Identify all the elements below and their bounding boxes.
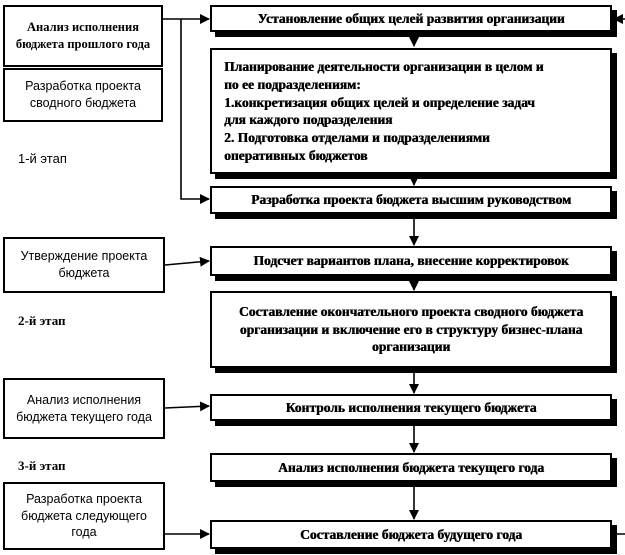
box-set-goals-label: Установление общих целей развития организации [257,10,565,26]
stage-1-label: 1-й этап [18,151,67,166]
arrow-feedback-loop [612,19,625,534]
box-management-draft-label: Разработка проекта бюджета высшим руководством [250,192,572,208]
box-budget-execution-analysis [210,453,612,482]
planning-line-4: для каждого подразделения [224,112,393,128]
box-next-year-budget-label: Составление бюджета будущего года [299,526,523,542]
box-planning [210,48,612,174]
box-final-draft [210,291,612,368]
box-set-goals [210,5,612,32]
box-management-draft [210,186,612,214]
arrow-analysis-current-to-control [165,406,209,408]
box-analysis-prev-year [3,5,163,67]
box-approval [3,237,165,293]
stage-2-label: 2-й этап [18,313,66,328]
planning-line-6: оперативных бюджетов [224,148,368,164]
box-draft-consolidated-budget-label: Разработка проекта сводного бюджета [25,79,141,110]
box-plan-variants-label: Подсчет вариантов плана, внесение корректировок [253,253,569,269]
box-analysis-current-year-label: Анализ исполнения бюджета текущего года [16,392,152,424]
box-draft-next-year [3,482,165,550]
box-approval-label: Утверждение проекта бюджета [20,249,148,280]
box-analysis-prev-year-label: Анализ исполнения бюджета прошлого года [15,20,151,51]
box-budget-control-label: Контроль исполнения текущего бюджета [285,399,537,415]
planning-line-1: Планирование деятельности организации в целом и [224,59,544,74]
planning-line-3: 1.конкретизация общих целей и определение задач [224,94,535,110]
planning-line-2: по ее подразделениям: [224,76,361,92]
arrow-trunk-to-management-draft [181,19,209,199]
planning-line-5: 2. Подготовка отделами и подразделениями [224,130,490,146]
box-next-year-budget [210,520,612,549]
arrow-approval-to-variants [165,261,209,265]
stage-3-label: 3-й этап [18,458,66,473]
box-budget-control [210,394,612,421]
box-analysis-current-year [3,378,165,439]
box-final-draft-label: Составление окончательного проекта сводного бюджета организации и включение его в структуру бизнес-плана организации [238,303,584,355]
box-plan-variants [210,246,612,276]
box-budget-execution-analysis-label: Анализ исполнения бюджета текущего года [278,459,544,475]
box-draft-consolidated-budget [3,68,163,122]
box-draft-next-year-label: Разработка проекта бюджета следующего года [21,491,147,540]
